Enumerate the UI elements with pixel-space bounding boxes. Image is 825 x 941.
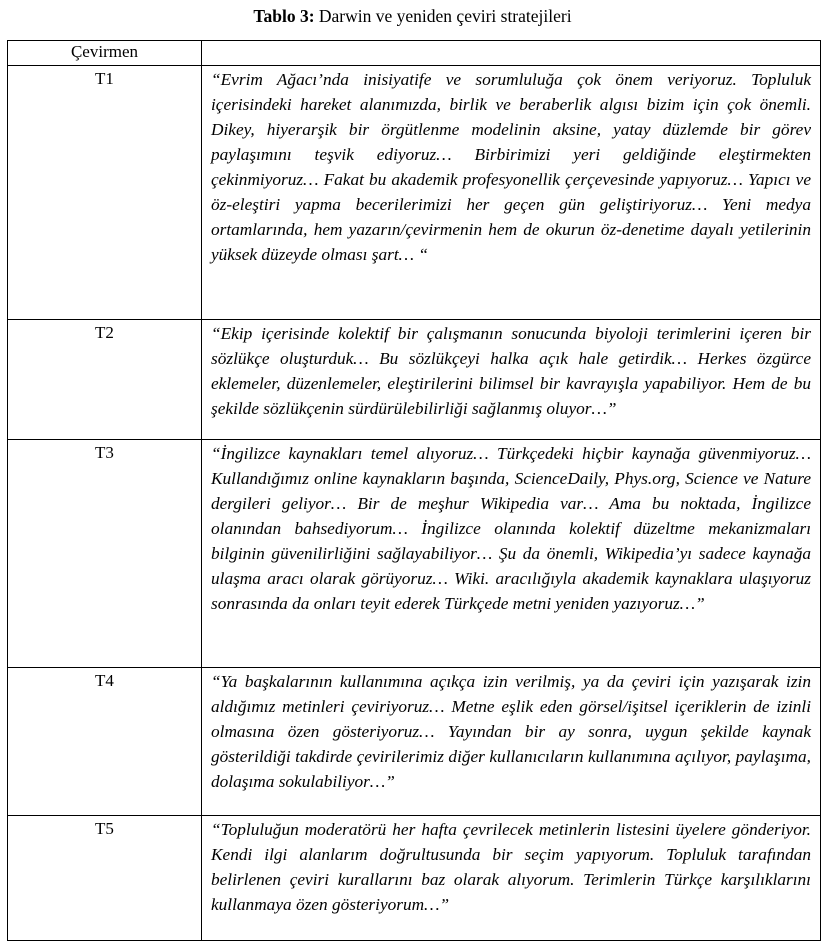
header-translator: Çevirmen — [8, 41, 202, 66]
table-header-row — [8, 41, 821, 66]
quote-cell: “Ya başkalarının kullanımına açıkça izin verilmiş, ya da çeviri için yazışarak izin aldığımız metinleri çeviriyoruz… Metne eşlik eden görsel/işitsel içeriklerin de izinli olmasına özen gösteriyoruz… Yayından bir ay sonra, uygun şekilde kaynak gösterildiği takdirde çevirilerimiz diğer kullanıcıların kullanımına açılıyor, paylaşıma, dolaşıma sokulabiliyor…” — [202, 668, 821, 816]
translator-id: T5 — [95, 819, 114, 838]
translator-id: T1 — [95, 69, 114, 88]
translator-cell — [8, 816, 202, 941]
translator-cell — [8, 320, 202, 440]
quote-cell: “Topluluğun moderatörü her hafta çevrilecek metinlerin listesini üyelere gönderiyor. Kendi ilgi alanlarım doğrultusunda bir seçim yapıyorum. Topluluk tarafından belirlenen çeviri kurallarını baz olarak alıyorum. Terimlerin Türkçe karşılıklarını kullanmaya özen gösteriyorum…” — [202, 816, 821, 941]
quote-cell: “Evrim Ağacı’nda inisiyatife ve sorumluluğa çok önem veriyoruz. Topluluk içerisindeki hareket alanımızda, birlik ve beraberlik algısı bizim için çok önemli. Dikey, hiyerarşik bir örgütlenme modelinin aksine, yatay düzlemde bir görev paylaşımını teşvik ediyoruz… Birbirimizi yeri geldiğinde eleştirmekten çekinmiyoruz… Fakat bu akademik profesyonellik çerçevesinde yapıyoruz… Yapıcı ve öz-eleştiri yapma becerilerimizi her geçen gün geliştiriyoruz… Yeni medya ortamlarında, hem yazarın/çevirmenin hem de okurun öz-denetime dayalı yetilerinin yüksek düzeyde olması şart… “ — [202, 66, 821, 320]
caption-label: Tablo 3: — [253, 6, 315, 26]
header-quote — [202, 41, 821, 66]
table-row — [8, 816, 821, 941]
translator-id: T4 — [95, 671, 114, 690]
translator-cell — [8, 440, 202, 668]
table-caption — [0, 5, 825, 27]
strategies-table — [7, 40, 821, 941]
quote-cell: “Ekip içerisinde kolektif bir çalışmanın sonucunda biyoloji terimlerini içeren bir sözlükçe oluşturduk… Bu sözlükçeyi halka açık hale getirdik… Herkes özgürce eklemeler, düzenlemeler, eleştirilerini bilimsel bir kavrayışla yapabiliyor. Hem de bu şekilde sözlükçenin sürdürülebilirliği sağlanmış oluyor…” — [202, 320, 821, 440]
table-row — [8, 668, 821, 816]
table-row — [8, 66, 821, 320]
translator-cell — [8, 668, 202, 816]
translator-cell — [8, 66, 202, 320]
quote-cell: “İngilizce kaynakları temel alıyoruz… Türkçedeki hiçbir kaynağa güvenmiyoruz… Kullandığımız online kaynakların başında, ScienceDaily, Phys.org, Science ve Nature dergileri geliyor… Bir de meşhur Wikipedia var… Ama bu noktada, İngilizce olanından bahsediyorum… İngilizce olanında kolektif düzeltme mekanizmaları bilginin güvenilirliğini sağlayabiliyor… Şu da önemli, Wikipedia’yı sadece kaynağa ulaşma aracı olarak görüyoruz… Wiki. aracılığıyla akademik kaynaklara ulaşıyoruz sonrasında da onları teyit ederek Türkçede metni yeniden yazıyoruz…” — [202, 440, 821, 668]
table-row — [8, 320, 821, 440]
table-row — [8, 440, 821, 668]
caption-text: Darwin ve yeniden çeviri stratejileri — [314, 6, 572, 26]
translator-id: T3 — [95, 443, 114, 462]
translator-id: T2 — [95, 323, 114, 342]
